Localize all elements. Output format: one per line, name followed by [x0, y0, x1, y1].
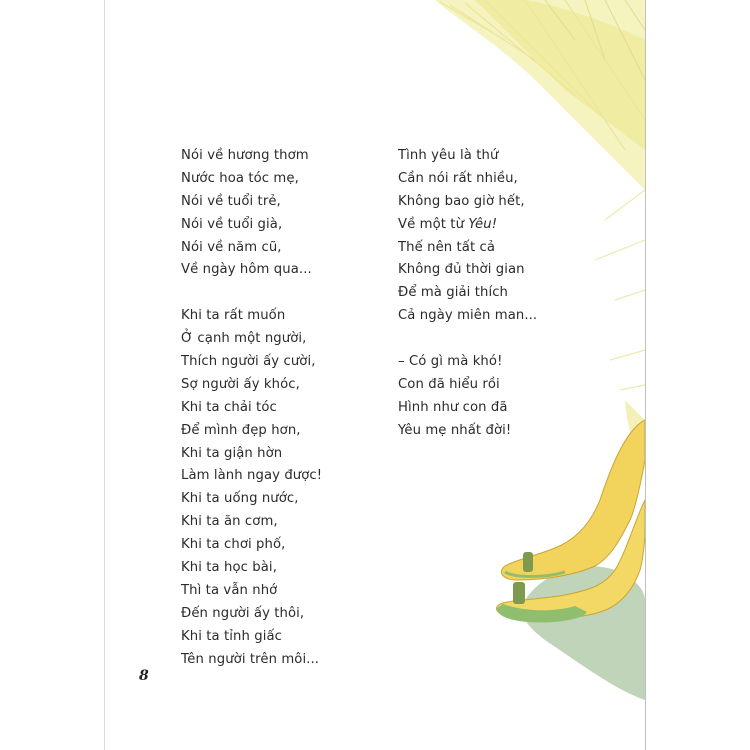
poem-line-text: Về một từ — [398, 216, 469, 232]
poem-line: Khi ta chải tóc — [181, 399, 277, 415]
poem-line: Khi ta uống nước, — [181, 491, 299, 507]
poem-line: Để mà giải thích — [398, 285, 509, 301]
book-page — [104, 0, 646, 750]
poem-line: Tình yêu là thứ — [398, 148, 499, 163]
poem-line: – Có gì mà khó! — [398, 354, 503, 370]
poem-line: Khi ta ăn cơm, — [181, 514, 278, 530]
poem-line: Cả ngày miên man... — [398, 308, 538, 324]
poem-line: Nói về hương thơm — [181, 148, 309, 163]
poem-line: Để mình đẹp hơn, — [181, 422, 301, 438]
poem-line: Thì ta vẫn nhớ — [181, 582, 278, 598]
poem-line: Thế nên tất cả — [398, 239, 496, 255]
poem-line: Khi ta tỉnh giấc — [181, 628, 283, 644]
poem-line: Đến người ấy thôi, — [181, 605, 305, 621]
poem-line: Nói về năm cũ, — [181, 239, 282, 255]
stanza-break — [181, 282, 322, 305]
poem-line: Khi ta học bài, — [181, 560, 277, 576]
poem-line: Khi ta chơi phố, — [181, 537, 286, 553]
stanza-break — [398, 328, 537, 351]
poem-line: Sợ người ấy khóc, — [181, 376, 300, 392]
poem-line: Không đủ thời gian — [398, 262, 525, 278]
poem-line: Hình như con đã — [398, 399, 508, 415]
poem-line: Nước hoa tóc mẹ, — [181, 170, 299, 186]
poem-column-right — [398, 145, 537, 443]
poem-line: Nói về tuổi trẻ, — [181, 193, 281, 209]
poem-line: Làm lành ngay được! — [181, 468, 323, 484]
page-number: 8 — [139, 668, 149, 684]
poem-line: Nói về tuổi già, — [181, 216, 283, 232]
poem-line: Về ngày hôm qua... — [181, 262, 312, 278]
poem-line: Khi ta giận hờn — [181, 445, 283, 461]
poem-column-left — [181, 145, 322, 671]
poem-line: Thích người ấy cười, — [181, 354, 316, 370]
poem-line: Con đã hiểu rồi — [398, 376, 500, 392]
poem-line: Ở cạnh một người, — [181, 331, 307, 347]
poem-line: Tên người trên môi... — [181, 651, 320, 667]
poem-line-emphasis: Yêu! — [468, 216, 498, 232]
poem-line: Không bao giờ hết, — [398, 193, 525, 209]
poem-line — [398, 214, 537, 237]
poem-line: Khi ta rất muốn — [181, 308, 286, 324]
poem-line: Yêu mẹ nhất đời! — [398, 422, 512, 438]
poem-line: Cần nói rất nhiều, — [398, 170, 518, 186]
